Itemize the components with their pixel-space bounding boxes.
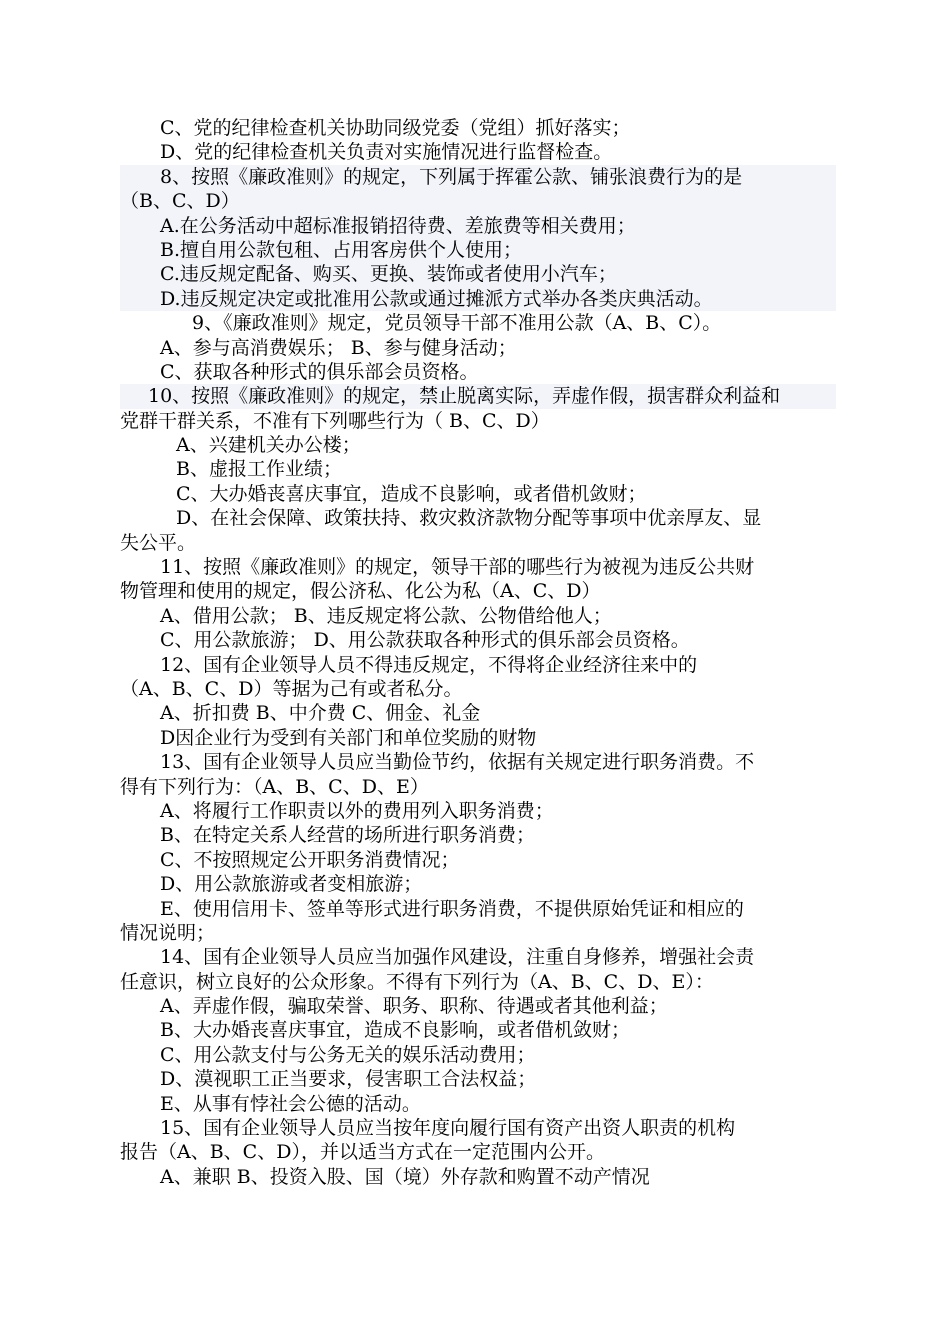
question-10: 10、按照《廉政准则》的规定，禁止脱离实际，弄虚作假，损害群众利益和 xyxy=(120,384,836,408)
text-line: 党群干群关系，不准有下列哪些行为（ B、C、D） xyxy=(120,409,550,432)
option-line: A、兴建机关办公楼； xyxy=(176,434,361,457)
text-line: 得有下列行为：（A、B、C、D、E） xyxy=(120,775,429,798)
question-9: 9、《廉政准则》规定，党员领导干部不准用公款（A、B、C）。 xyxy=(192,312,722,335)
option-line: B、大办婚丧喜庆事宜，造成不良影响，或者借机敛财； xyxy=(160,1019,630,1042)
question-8: 8、按照《廉政准则》的规定，下列属于挥霍公款、铺张浪费行为的是 xyxy=(120,165,836,189)
question-15: 15、国有企业领导人员应当按年度向履行国有资产出资人职责的机构 xyxy=(160,1117,736,1140)
option-line: C、不按照规定公开职务消费情况； xyxy=(160,848,460,871)
option-line: B、在特定关系人经营的场所进行职务消费； xyxy=(160,824,535,847)
option-line: A、兼职 B、投资入股、国（境）外存款和购置不动产情况 xyxy=(160,1165,650,1188)
answer-8: （B、C、D） xyxy=(120,189,836,213)
option-line: E、从事有悖社会公德的活动。 xyxy=(160,1092,421,1115)
option-line: B、虚报工作业绩； xyxy=(176,458,342,481)
option-line: E、使用信用卡、签单等形式进行职务消费，不提供原始凭证和相应的 xyxy=(160,897,744,920)
option-line: C.违反规定配备、购买、更换、装饰或者使用小汽车； xyxy=(120,262,836,286)
option-line: D、漠视职工正当要求，侵害职工合法权益； xyxy=(160,1068,537,1091)
option-line: C、用公款支付与公务无关的娱乐活动费用； xyxy=(160,1043,536,1066)
option-line: A.在公务活动中超标准报销招待费、差旅费等相关费用； xyxy=(120,214,836,238)
option-line: D、用公款旅游或者变相旅游； xyxy=(160,873,423,896)
text-line: 物管理和使用的规定，假公济私、化公为私（A、C、D） xyxy=(120,580,601,603)
document-page xyxy=(120,116,836,1189)
option-line: A、将履行工作职责以外的费用列入职务消费； xyxy=(160,799,554,822)
text-line: D、党的纪律检查机关负责对实施情况进行监督检查。 xyxy=(160,141,613,164)
option-line: A、折扣费 B、中介费 C、佣金、礼金 xyxy=(160,702,481,725)
question-14: 14、国有企业领导人员应当加强作风建设，注重自身修养，增强社会责 xyxy=(160,946,755,969)
option-line: C、大办婚丧喜庆事宜，造成不良影响，或者借机敛财； xyxy=(176,482,647,505)
option-line: D因企业行为受到有关部门和单位奖励的财物 xyxy=(160,726,537,749)
text-line: 情况说明； xyxy=(120,921,216,944)
option-line: D、在社会保障、政策扶持、救灾救济款物分配等事项中优亲厚友、显 xyxy=(176,507,762,530)
option-line: D.违反规定决定或批准用公款或通过摊派方式举办各类庆典活动。 xyxy=(120,287,836,311)
question-12: 12、国有企业领导人员不得违反规定，不得将企业经济往来中的 xyxy=(160,653,698,676)
option-line: C、获取各种形式的俱乐部会员资格。 xyxy=(160,360,479,383)
option-line: A、借用公款； B、违反规定将公款、公物借给他人； xyxy=(160,604,612,627)
option-line: C、用公款旅游； D、用公款获取各种形式的俱乐部会员资格。 xyxy=(160,629,690,652)
text-line: （A、B、C、D）等据为己有或者私分。 xyxy=(120,677,463,700)
option-line: A、参与高消费娱乐； B、参与健身活动； xyxy=(160,336,517,359)
text-line: 失公平。 xyxy=(120,531,197,554)
option-line: A、弄虚作假，骗取荣誉、职务、职称、待遇或者其他利益； xyxy=(160,995,668,1018)
question-13: 13、国有企业领导人员应当勤俭节约，依据有关规定进行职务消费。不 xyxy=(160,751,755,774)
option-line: B.擅自用公款包租、占用客房供个人使用； xyxy=(120,238,836,262)
question-11: 11、按照《廉政准则》的规定，领导干部的哪些行为被视为违反公共财 xyxy=(160,556,755,579)
text-line: 任意识，树立良好的公众形象。不得有下列行为（A、B、C、D、E）： xyxy=(120,970,714,993)
text-line: C、党的纪律检查机关协助同级党委（党组）抓好落实； xyxy=(160,117,631,139)
text-line: 报告（A、B、C、D），并以适当方式在一定范围内公开。 xyxy=(120,1141,605,1164)
